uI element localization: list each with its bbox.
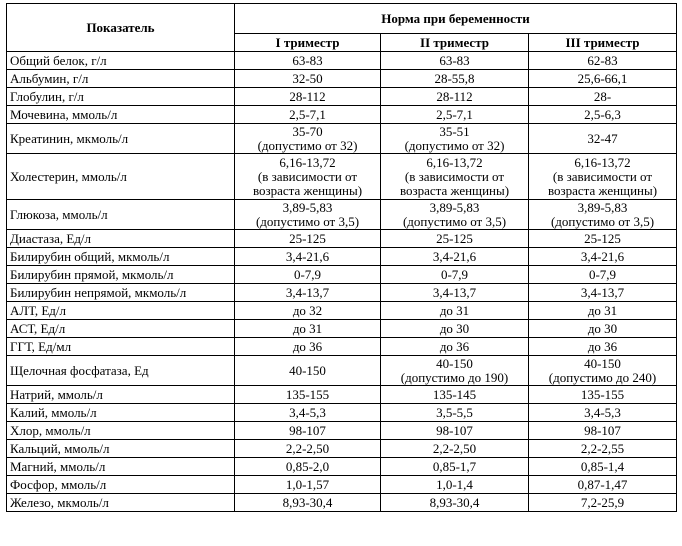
row-value-trimester-2: 6,16-13,72 (в зависимости от возраста женщины) [381, 154, 529, 200]
table-row [7, 458, 677, 476]
row-value-trimester-1: 25-125 [235, 230, 381, 248]
row-value-trimester-1: 3,89-5,83 (допустимо от 3,5) [235, 200, 381, 230]
row-value-trimester-2: 25-125 [381, 230, 529, 248]
row-value-trimester-3: до 36 [529, 338, 677, 356]
row-value-trimester-3: 3,4-5,3 [529, 404, 677, 422]
table-row [7, 386, 677, 404]
row-indicator-name: Магний, ммоль/л [7, 458, 235, 476]
row-value-trimester-1: 3,4-5,3 [235, 404, 381, 422]
row-value-trimester-3: 2,5-6,3 [529, 106, 677, 124]
header-trimester-3: III триместр [529, 34, 677, 52]
table-row [7, 248, 677, 266]
row-value-trimester-1: 3,4-13,7 [235, 284, 381, 302]
row-value-trimester-3: до 30 [529, 320, 677, 338]
row-value-trimester-2: 2,2-2,50 [381, 440, 529, 458]
row-value-trimester-2: 28-55,8 [381, 70, 529, 88]
header-norm-group: Норма при беременности [235, 4, 677, 34]
row-indicator-name: Хлор, ммоль/л [7, 422, 235, 440]
row-value-trimester-1: 1,0-1,57 [235, 476, 381, 494]
row-value-trimester-3: 0,87-1,47 [529, 476, 677, 494]
header-indicator: Показатель [7, 4, 235, 52]
row-value-trimester-2: 40-150 (допустимо до 190) [381, 356, 529, 386]
row-indicator-name: Калий, ммоль/л [7, 404, 235, 422]
table-row [7, 106, 677, 124]
row-indicator-name: Глюкоза, ммоль/л [7, 200, 235, 230]
row-indicator-name: Мочевина, ммоль/л [7, 106, 235, 124]
row-value-trimester-3: 25,6-66,1 [529, 70, 677, 88]
table-row [7, 88, 677, 106]
row-indicator-name: Холестерин, ммоль/л [7, 154, 235, 200]
table-row [7, 200, 677, 230]
row-value-trimester-2: 0-7,9 [381, 266, 529, 284]
header-trimester-2: II триместр [381, 34, 529, 52]
row-value-trimester-1: 2,5-7,1 [235, 106, 381, 124]
row-indicator-name: Креатинин, мкмоль/л [7, 124, 235, 154]
row-value-trimester-3: 6,16-13,72 (в зависимости от возраста женщины) [529, 154, 677, 200]
row-value-trimester-1: 63-83 [235, 52, 381, 70]
row-indicator-name: Билирубин общий, мкмоль/л [7, 248, 235, 266]
row-indicator-name: Щелочная фосфатаза, Ед [7, 356, 235, 386]
row-value-trimester-3: 0,85-1,4 [529, 458, 677, 476]
row-value-trimester-3: до 31 [529, 302, 677, 320]
row-value-trimester-2: 135-145 [381, 386, 529, 404]
row-value-trimester-1: 0,85-2,0 [235, 458, 381, 476]
row-value-trimester-2: 0,85-1,7 [381, 458, 529, 476]
row-value-trimester-3: 3,4-21,6 [529, 248, 677, 266]
table-row [7, 302, 677, 320]
row-value-trimester-2: до 30 [381, 320, 529, 338]
row-value-trimester-1: 3,4-21,6 [235, 248, 381, 266]
row-indicator-name: Общий белок, г/л [7, 52, 235, 70]
table-row [7, 284, 677, 302]
row-value-trimester-2: 3,4-13,7 [381, 284, 529, 302]
row-indicator-name: Глобулин, г/л [7, 88, 235, 106]
row-indicator-name: АСТ, Ед/л [7, 320, 235, 338]
row-value-trimester-2: 1,0-1,4 [381, 476, 529, 494]
row-indicator-name: Диастаза, Ед/л [7, 230, 235, 248]
row-value-trimester-1: 35-70 (допустимо от 32) [235, 124, 381, 154]
row-value-trimester-3: 7,2-25,9 [529, 494, 677, 512]
table-row [7, 404, 677, 422]
row-value-trimester-3: 3,4-13,7 [529, 284, 677, 302]
row-value-trimester-2: 98-107 [381, 422, 529, 440]
row-indicator-name: Билирубин непрямой, мкмоль/л [7, 284, 235, 302]
row-value-trimester-1: 6,16-13,72 (в зависимости от возраста женщины) [235, 154, 381, 200]
row-indicator-name: Натрий, ммоль/л [7, 386, 235, 404]
row-value-trimester-3: 98-107 [529, 422, 677, 440]
row-value-trimester-3: 40-150 (допустимо до 240) [529, 356, 677, 386]
table-row [7, 154, 677, 200]
row-value-trimester-1: 0-7,9 [235, 266, 381, 284]
row-value-trimester-3: 28- [529, 88, 677, 106]
row-indicator-name: ГГТ, Ед/мл [7, 338, 235, 356]
table-row [7, 124, 677, 154]
table-row [7, 230, 677, 248]
row-value-trimester-1: до 36 [235, 338, 381, 356]
row-indicator-name: Альбумин, г/л [7, 70, 235, 88]
row-indicator-name: Билирубин прямой, мкмоль/л [7, 266, 235, 284]
reference-table-container [6, 3, 676, 512]
table-row [7, 70, 677, 88]
table-row [7, 338, 677, 356]
row-indicator-name: Железо, мкмоль/л [7, 494, 235, 512]
row-value-trimester-3: 135-155 [529, 386, 677, 404]
table-row [7, 422, 677, 440]
pregnancy-norms-table [6, 3, 677, 512]
table-row [7, 52, 677, 70]
row-value-trimester-1: 32-50 [235, 70, 381, 88]
table-row [7, 320, 677, 338]
row-value-trimester-1: 135-155 [235, 386, 381, 404]
row-value-trimester-2: 3,89-5,83 (допустимо от 3,5) [381, 200, 529, 230]
row-value-trimester-1: 98-107 [235, 422, 381, 440]
table-row [7, 440, 677, 458]
table-header [7, 4, 677, 52]
row-value-trimester-2: 3,5-5,5 [381, 404, 529, 422]
row-indicator-name: Фосфор, ммоль/л [7, 476, 235, 494]
row-indicator-name: АЛТ, Ед/л [7, 302, 235, 320]
row-value-trimester-1: 40-150 [235, 356, 381, 386]
row-indicator-name: Кальций, ммоль/л [7, 440, 235, 458]
row-value-trimester-1: 2,2-2,50 [235, 440, 381, 458]
table-row [7, 476, 677, 494]
row-value-trimester-1: до 32 [235, 302, 381, 320]
row-value-trimester-2: 63-83 [381, 52, 529, 70]
row-value-trimester-2: 2,5-7,1 [381, 106, 529, 124]
row-value-trimester-3: 2,2-2,55 [529, 440, 677, 458]
row-value-trimester-3: 3,89-5,83 (допустимо от 3,5) [529, 200, 677, 230]
row-value-trimester-1: 8,93-30,4 [235, 494, 381, 512]
row-value-trimester-2: 3,4-21,6 [381, 248, 529, 266]
row-value-trimester-3: 25-125 [529, 230, 677, 248]
table-body [7, 52, 677, 512]
table-row [7, 356, 677, 386]
row-value-trimester-3: 62-83 [529, 52, 677, 70]
row-value-trimester-1: до 31 [235, 320, 381, 338]
row-value-trimester-3: 0-7,9 [529, 266, 677, 284]
row-value-trimester-2: 8,93-30,4 [381, 494, 529, 512]
row-value-trimester-2: 28-112 [381, 88, 529, 106]
row-value-trimester-2: до 31 [381, 302, 529, 320]
table-row [7, 266, 677, 284]
row-value-trimester-3: 32-47 [529, 124, 677, 154]
row-value-trimester-2: до 36 [381, 338, 529, 356]
row-value-trimester-2: 35-51 (допустимо от 32) [381, 124, 529, 154]
table-row [7, 494, 677, 512]
row-value-trimester-1: 28-112 [235, 88, 381, 106]
header-trimester-1: I триместр [235, 34, 381, 52]
